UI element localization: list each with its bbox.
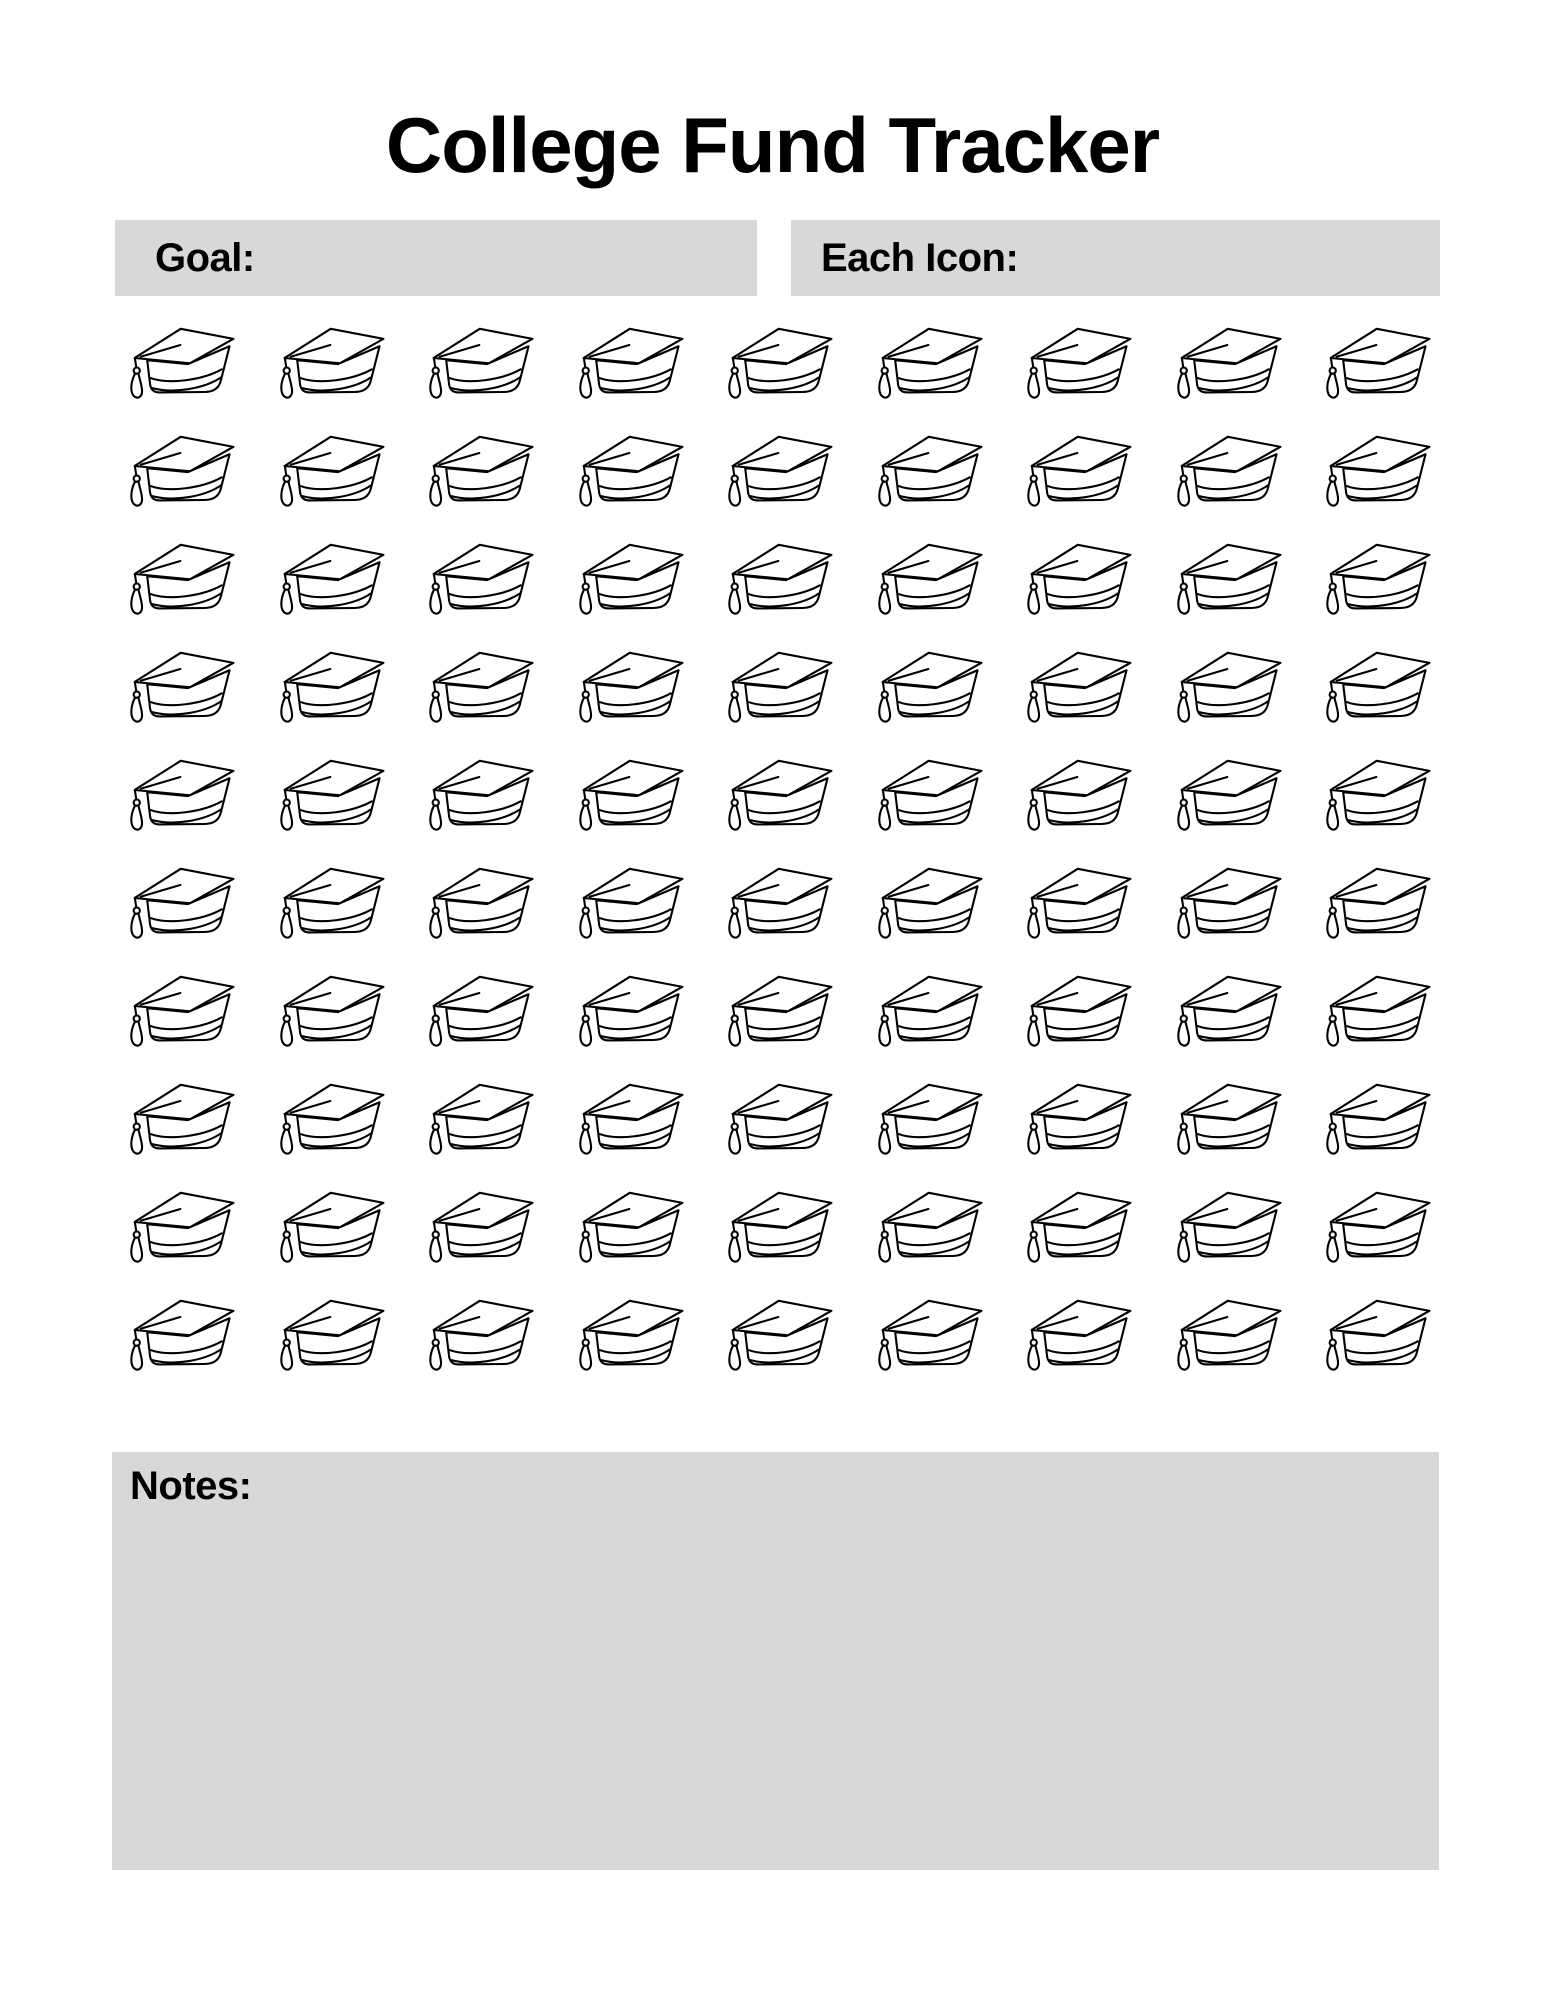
graduation-cap-icon[interactable] [268,644,390,727]
graduation-cap-icon[interactable] [1015,1292,1137,1375]
each-icon-field [791,220,1440,296]
graduation-cap-icon[interactable] [1314,752,1436,835]
graduation-cap-icon[interactable] [118,1184,240,1267]
tracker-row [118,968,1436,1051]
each-icon-value-area[interactable] [1018,220,1440,296]
tracker-row [118,1076,1436,1159]
graduation-cap-icon[interactable] [716,860,838,943]
graduation-cap-icon[interactable] [268,860,390,943]
graduation-cap-icon[interactable] [417,860,539,943]
graduation-cap-icon[interactable] [1165,1184,1287,1267]
notes-writing-area[interactable] [112,1522,1439,1870]
graduation-cap-icon[interactable] [1314,644,1436,727]
graduation-cap-icon[interactable] [1165,968,1287,1051]
tracker-row [118,1292,1436,1375]
graduation-cap-icon[interactable] [268,320,390,403]
graduation-cap-icon[interactable] [1015,644,1137,727]
goal-field [115,220,757,296]
graduation-cap-icon[interactable] [417,752,539,835]
graduation-cap-icon[interactable] [1165,536,1287,619]
graduation-cap-icon[interactable] [866,320,988,403]
graduation-cap-icon[interactable] [716,536,838,619]
graduation-cap-icon[interactable] [1015,536,1137,619]
graduation-cap-icon[interactable] [417,1292,539,1375]
graduation-cap-icon[interactable] [716,320,838,403]
graduation-cap-icon[interactable] [567,752,689,835]
each-icon-label: Each Icon: [821,235,1019,280]
graduation-cap-icon[interactable] [1314,1076,1436,1159]
tracker-row [118,1184,1436,1267]
graduation-cap-icon[interactable] [118,860,240,943]
graduation-cap-icon[interactable] [1314,1292,1436,1375]
graduation-cap-icon[interactable] [118,752,240,835]
graduation-cap-icon[interactable] [118,536,240,619]
graduation-cap-icon[interactable] [1015,860,1137,943]
graduation-cap-icon[interactable] [1015,1184,1137,1267]
graduation-cap-icon[interactable] [1165,1076,1287,1159]
tracker-row [118,536,1436,619]
graduation-cap-icon[interactable] [118,428,240,511]
graduation-cap-icon[interactable] [1165,752,1287,835]
graduation-cap-icon[interactable] [1165,860,1287,943]
graduation-cap-icon[interactable] [417,1184,539,1267]
graduation-cap-icon[interactable] [567,860,689,943]
graduation-cap-icon[interactable] [268,536,390,619]
graduation-cap-icon[interactable] [118,320,240,403]
graduation-cap-icon[interactable] [417,644,539,727]
graduation-cap-icon[interactable] [567,1076,689,1159]
graduation-cap-icon[interactable] [1314,428,1436,511]
goal-label: Goal: [155,235,255,280]
graduation-cap-icon[interactable] [1015,1076,1137,1159]
graduation-cap-icon[interactable] [866,644,988,727]
tracker-row [118,320,1436,403]
goal-value-area[interactable] [255,220,757,296]
graduation-cap-icon[interactable] [1314,320,1436,403]
graduation-cap-icon[interactable] [1165,428,1287,511]
graduation-cap-icon[interactable] [417,968,539,1051]
graduation-cap-icon[interactable] [268,1184,390,1267]
graduation-cap-icon[interactable] [567,1292,689,1375]
graduation-cap-icon[interactable] [1165,320,1287,403]
graduation-cap-icon[interactable] [1314,1184,1436,1267]
notes-label: Notes: [130,1464,252,1508]
graduation-cap-icon[interactable] [567,1184,689,1267]
graduation-cap-icon[interactable] [118,968,240,1051]
graduation-cap-icon[interactable] [716,1076,838,1159]
tracker-row [118,428,1436,511]
graduation-cap-icon[interactable] [417,320,539,403]
graduation-cap-icon[interactable] [567,536,689,619]
graduation-cap-icon[interactable] [417,536,539,619]
graduation-cap-icon[interactable] [118,1076,240,1159]
graduation-cap-icon[interactable] [716,1184,838,1267]
graduation-cap-icon[interactable] [1314,536,1436,619]
graduation-cap-icon[interactable] [417,428,539,511]
tracker-grid [118,320,1436,1375]
graduation-cap-icon[interactable] [567,428,689,511]
graduation-cap-icon[interactable] [268,428,390,511]
graduation-cap-icon[interactable] [866,1184,988,1267]
graduation-cap-icon[interactable] [1015,320,1137,403]
graduation-cap-icon[interactable] [567,320,689,403]
graduation-cap-icon[interactable] [1015,428,1137,511]
graduation-cap-icon[interactable] [417,1076,539,1159]
graduation-cap-icon[interactable] [716,752,838,835]
graduation-cap-icon[interactable] [1314,968,1436,1051]
graduation-cap-icon[interactable] [866,428,988,511]
graduation-cap-icon[interactable] [866,536,988,619]
graduation-cap-icon[interactable] [866,1076,988,1159]
graduation-cap-icon[interactable] [567,644,689,727]
graduation-cap-icon[interactable] [716,644,838,727]
graduation-cap-icon[interactable] [268,968,390,1051]
graduation-cap-icon[interactable] [118,644,240,727]
graduation-cap-icon[interactable] [866,752,988,835]
graduation-cap-icon[interactable] [1165,644,1287,727]
graduation-cap-icon[interactable] [866,968,988,1051]
graduation-cap-icon[interactable] [866,860,988,943]
graduation-cap-icon[interactable] [118,1292,240,1375]
graduation-cap-icon[interactable] [567,968,689,1051]
tracker-row [118,752,1436,835]
graduation-cap-icon[interactable] [866,1292,988,1375]
notes-field [112,1452,1439,1870]
graduation-cap-icon[interactable] [1165,1292,1287,1375]
graduation-cap-icon[interactable] [1015,968,1137,1051]
graduation-cap-icon[interactable] [716,428,838,511]
graduation-cap-icon[interactable] [716,1292,838,1375]
tracker-row [118,644,1436,727]
graduation-cap-icon[interactable] [1314,860,1436,943]
graduation-cap-icon[interactable] [1015,752,1137,835]
graduation-cap-icon[interactable] [268,1292,390,1375]
graduation-cap-icon[interactable] [268,752,390,835]
page-title: College Fund Tracker [385,101,1160,189]
tracker-row [118,860,1436,943]
graduation-cap-icon[interactable] [268,1076,390,1159]
graduation-cap-icon[interactable] [716,968,838,1051]
